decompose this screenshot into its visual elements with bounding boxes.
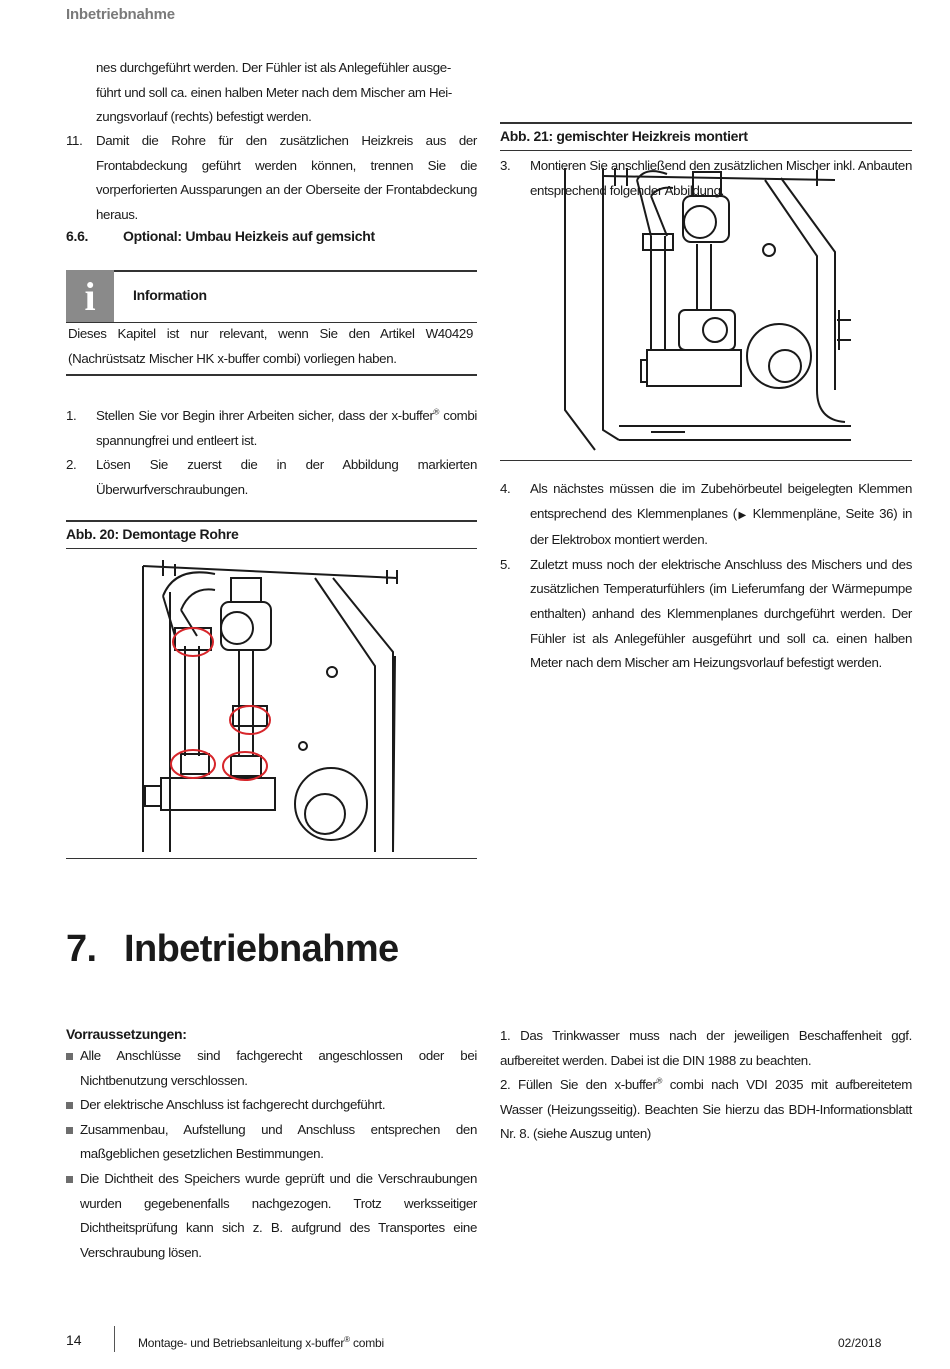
figure-20-bottom-rule bbox=[66, 858, 477, 859]
section-heading-6-6 bbox=[66, 228, 486, 244]
gauge-outer bbox=[295, 768, 367, 840]
fitting-4 bbox=[231, 756, 261, 776]
step-number: 5. bbox=[500, 556, 511, 572]
step-item-4 bbox=[500, 477, 912, 553]
figure-20-caption-rule bbox=[66, 548, 477, 549]
small-plug-2 bbox=[299, 742, 307, 750]
marker-ring bbox=[173, 628, 213, 656]
continuation-line: führt und soll ca. einen halben Meter nach dem Mischer am Hei- bbox=[96, 84, 452, 100]
chapter-title: Inbetriebnahme bbox=[124, 928, 399, 970]
cross-reference-arrow-icon: ▶ bbox=[736, 509, 748, 521]
step-number: 11. bbox=[66, 133, 83, 148]
step-text: Lösen Sie zuerst die in der Abbildung markierten Überwurfverschraubungen. bbox=[96, 457, 477, 497]
figure-20-illustration bbox=[135, 556, 407, 856]
mixer-dial bbox=[703, 318, 727, 342]
info-icon: i bbox=[66, 270, 114, 322]
pump-top bbox=[693, 172, 721, 196]
step-text: Stellen Sie vor Begin ihrer Arbeiten sicher, dass der x-buffer® combi spannungfrei und entleert ist. bbox=[96, 407, 477, 448]
footer-document-title: Montage- und Betriebsanleitung x-buffer® combi bbox=[138, 1335, 384, 1350]
step-item-1 bbox=[66, 404, 477, 453]
step-item-5 bbox=[500, 553, 912, 676]
figure-21-illustration bbox=[555, 160, 855, 452]
footer-divider bbox=[114, 1326, 115, 1352]
small-plug bbox=[763, 244, 775, 256]
frame-bottom bbox=[619, 426, 851, 440]
bullet-square-icon bbox=[66, 1053, 73, 1060]
step-text: Als nächstes müssen die im Zubehörbeutel beigelegten Klemmen entsprechend des Klemmenplanes (▶ Klemmenpläne, Seite 36) in der Elektrobox montiert werden. bbox=[530, 481, 913, 548]
prerequisite-item: Zusammenbau, Aufstellung und Anschluss entsprechen den maßgeblichen gesetzlichen Bestimmungen. bbox=[66, 1118, 477, 1167]
top-bar bbox=[143, 560, 397, 584]
right-bend-pipe bbox=[315, 578, 395, 852]
continuation-line: zungsvorlauf (rechts) befestigt werden. bbox=[96, 109, 312, 125]
gauge-outer bbox=[747, 324, 811, 388]
info-bottom-rule bbox=[66, 374, 477, 376]
section-number: 6.6. bbox=[66, 228, 89, 244]
chapter-number: 7. bbox=[66, 928, 97, 970]
step-item-2 bbox=[66, 453, 477, 502]
steps-list-right bbox=[500, 477, 912, 676]
fitting-3 bbox=[181, 754, 209, 774]
bullet-square-icon bbox=[66, 1176, 73, 1183]
prerequisite-item: Die Dichtheit des Speichers wurde geprüft und die Verschraubungen wurden gegebenenfalls nachgezogen. Trotz werksseitiger Dichtheitsprüfung kann sich z. B. aufgrund des Transportes eine Verschraubung lösen. bbox=[66, 1167, 477, 1265]
step-text: Montieren Sie anschließend den zusätzlichen Mischer inkl. Anbauten entsprechend folgender Abbildung. bbox=[530, 158, 912, 198]
left-bend-pipe bbox=[637, 171, 673, 236]
figure-21-caption-rule bbox=[500, 150, 912, 151]
step-number: 2. bbox=[66, 457, 77, 473]
step-text: Damit die Rohre für den zusätzlichen Heizkreis aus der Frontabdeckung geführt werden können, trennen Sie die vorperforierten Aussparungen an der Oberseite der Frontabdeckung heraus. bbox=[96, 133, 477, 222]
page-number: 14 bbox=[66, 1332, 82, 1348]
info-title: Information bbox=[133, 287, 207, 303]
figure-20-caption: Abb. 20: Demontage Rohre bbox=[66, 526, 239, 542]
prerequisites-block bbox=[66, 1024, 477, 1265]
vertical-pipe-left bbox=[185, 646, 199, 756]
step-number: 1. bbox=[66, 408, 77, 423]
valve-block bbox=[145, 778, 275, 810]
prerequisite-item: Der elektrische Anschluss ist fachgerecht durchgeführt. bbox=[66, 1093, 477, 1118]
marker-ring bbox=[230, 706, 270, 734]
info-top-rule bbox=[66, 270, 477, 272]
pump-body bbox=[221, 602, 271, 650]
pump-head bbox=[684, 206, 716, 238]
gauge-inner bbox=[769, 350, 801, 382]
cross-reference-link[interactable]: Klemmenpläne, Seite 36) in der Elektrobox montiert werden. bbox=[530, 505, 913, 548]
vertical-pipe-left bbox=[651, 236, 665, 350]
step-text: Zuletzt muss noch der elektrische Anschluss des Mischers und des zusätzlichen Temperaturfühlers (im Lieferumfang der Wärmepumpe enthalten) anhand des Klemmenplanes durchgeführt werden. Der Fühler ist als Anlegefühler ausgeführt und soll ca. einen halben Meter nach dem Mischer am Heizungsvorlauf befestigt werden. bbox=[530, 556, 912, 671]
step-item-11 bbox=[66, 129, 477, 227]
continuation-line: nes durchgeführt werden. Der Fühler ist als Anlegefühler ausge- bbox=[96, 60, 451, 75]
instruction-paragraph: 2. Füllen Sie den x-buffer® combi nach VDI 2035 mit aufbereitetem Wasser (Heizungsseitig). Beachten Sie hierzu das BDH-Informationsblatt Nr. 8. (siehe Auszug unten) bbox=[500, 1076, 912, 1142]
figure-21-top-rule bbox=[500, 122, 912, 124]
figure-20-top-rule bbox=[66, 520, 477, 522]
vertical-pipe-mid bbox=[697, 244, 711, 310]
pump-top bbox=[231, 578, 261, 602]
valve-block bbox=[641, 350, 741, 386]
information-box bbox=[66, 270, 477, 376]
figure-21-caption: Abb. 21: gemischter Heizkreis montiert bbox=[500, 128, 748, 144]
frame-left bbox=[565, 168, 619, 450]
right-bend-pipe bbox=[765, 178, 845, 422]
commissioning-instructions bbox=[500, 1024, 912, 1147]
right-edge-parts bbox=[837, 310, 851, 350]
bullet-square-icon bbox=[66, 1127, 73, 1134]
prerequisite-item: Alle Anschlüsse sind fachgerecht angeschlossen oder bei Nichtbenutzung verschlossen. bbox=[66, 1044, 477, 1093]
section-title: Optional: Umbau Heizkeis auf gemsicht bbox=[123, 228, 375, 244]
prerequisites-heading: Vorraussetzungen: bbox=[66, 1026, 187, 1042]
steps-list bbox=[66, 404, 477, 502]
info-text: Dieses Kapitel ist nur relevant, wenn Sie den Artikel W40429 (Nachrüstsatz Mischer HK x-buffer combi) vorliegen haben. bbox=[68, 326, 473, 366]
footer-date: 02/2018 bbox=[838, 1336, 882, 1350]
instruction-paragraph: 1. Das Trinkwasser muss nach der jeweiligen Beschaffenheit ggf. aufbereitet werden. Dabei ist die DIN 1988 zu beachten. bbox=[500, 1028, 912, 1068]
fitting bbox=[643, 234, 673, 250]
pump-head bbox=[221, 612, 253, 644]
step-number: 4. bbox=[500, 481, 511, 496]
step-number: 3. bbox=[500, 158, 511, 174]
running-header: Inbetriebnahme bbox=[66, 6, 175, 23]
vertical-pipe-mid bbox=[239, 650, 253, 756]
figure-21-bottom-rule bbox=[500, 460, 912, 461]
bullet-square-icon bbox=[66, 1102, 73, 1109]
chapter-heading bbox=[66, 928, 399, 971]
gauge-inner bbox=[305, 794, 345, 834]
continuation-paragraph bbox=[96, 56, 477, 130]
small-plug bbox=[327, 667, 337, 677]
prerequisites-list bbox=[66, 1044, 477, 1265]
